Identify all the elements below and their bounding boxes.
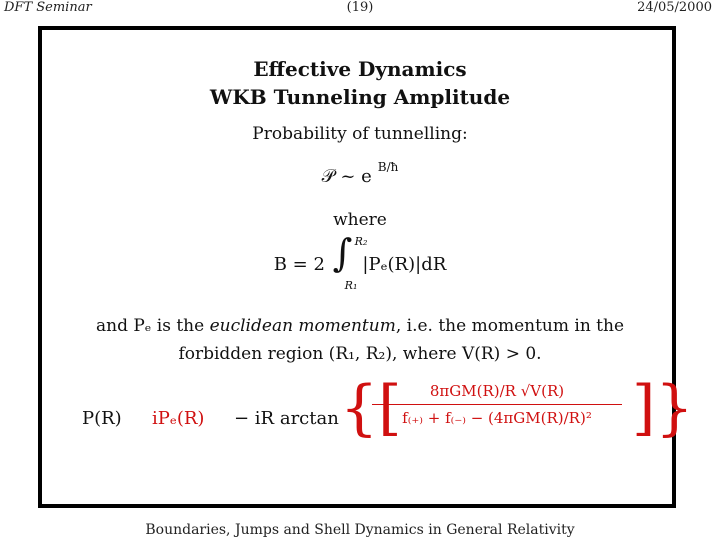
- right-brace: ]}: [632, 373, 694, 443]
- integral-lower-limit: R₁: [344, 279, 358, 292]
- header-page-number: (19): [346, 0, 374, 15]
- left-brace: {[: [340, 373, 402, 443]
- fraction-denominator: f₍₊₎ + f₍₋₎ − (4πGM(R)/R)²: [402, 409, 592, 427]
- fraction-bar: [372, 404, 622, 405]
- slide-title-line1: Effective Dynamics: [253, 57, 467, 81]
- header-date: 24/05/2000: [637, 0, 712, 15]
- fraction-numerator: 8πGM(R)/R √V(R): [429, 382, 565, 400]
- momentum-paragraph: [60, 312, 660, 368]
- header-left: DFT Seminar: [4, 0, 92, 15]
- final-arctan: − iR arctan: [234, 408, 339, 429]
- b-equation-left: B = 2: [273, 254, 325, 275]
- para-emphasis: euclidean momentum: [209, 316, 396, 336]
- probability-label: Probability of tunnelling:: [252, 124, 468, 144]
- where-label: where: [333, 210, 387, 230]
- footer-text: Boundaries, Jumps and Shell Dynamics in General Relativity: [145, 522, 575, 538]
- para-text-1: and Pₑ is the: [95, 316, 210, 336]
- para-text-2: , i.e. the momentum in the forbidden region (R₁, R₂), where V(R) > 0.: [178, 316, 625, 364]
- slide-title-line2: WKB Tunneling Amplitude: [209, 85, 511, 109]
- probability-equation-main: 𝒫 ~ e: [321, 166, 372, 187]
- final-iPe: iPₑ(R): [152, 408, 205, 429]
- probability-equation-exponent: B/ħ: [377, 160, 399, 174]
- b-equation-right: |Pₑ(R)|dR: [362, 254, 447, 275]
- b-equation: [0, 231, 720, 292]
- probability-equation: [0, 160, 720, 187]
- integral-symbol: ∫ R₂ R₁: [332, 231, 368, 292]
- arctan-fraction: [372, 382, 622, 427]
- integral-upper-limit: R₂: [354, 235, 368, 248]
- final-pR: P(R): [82, 408, 122, 429]
- final-equation: [82, 373, 694, 468]
